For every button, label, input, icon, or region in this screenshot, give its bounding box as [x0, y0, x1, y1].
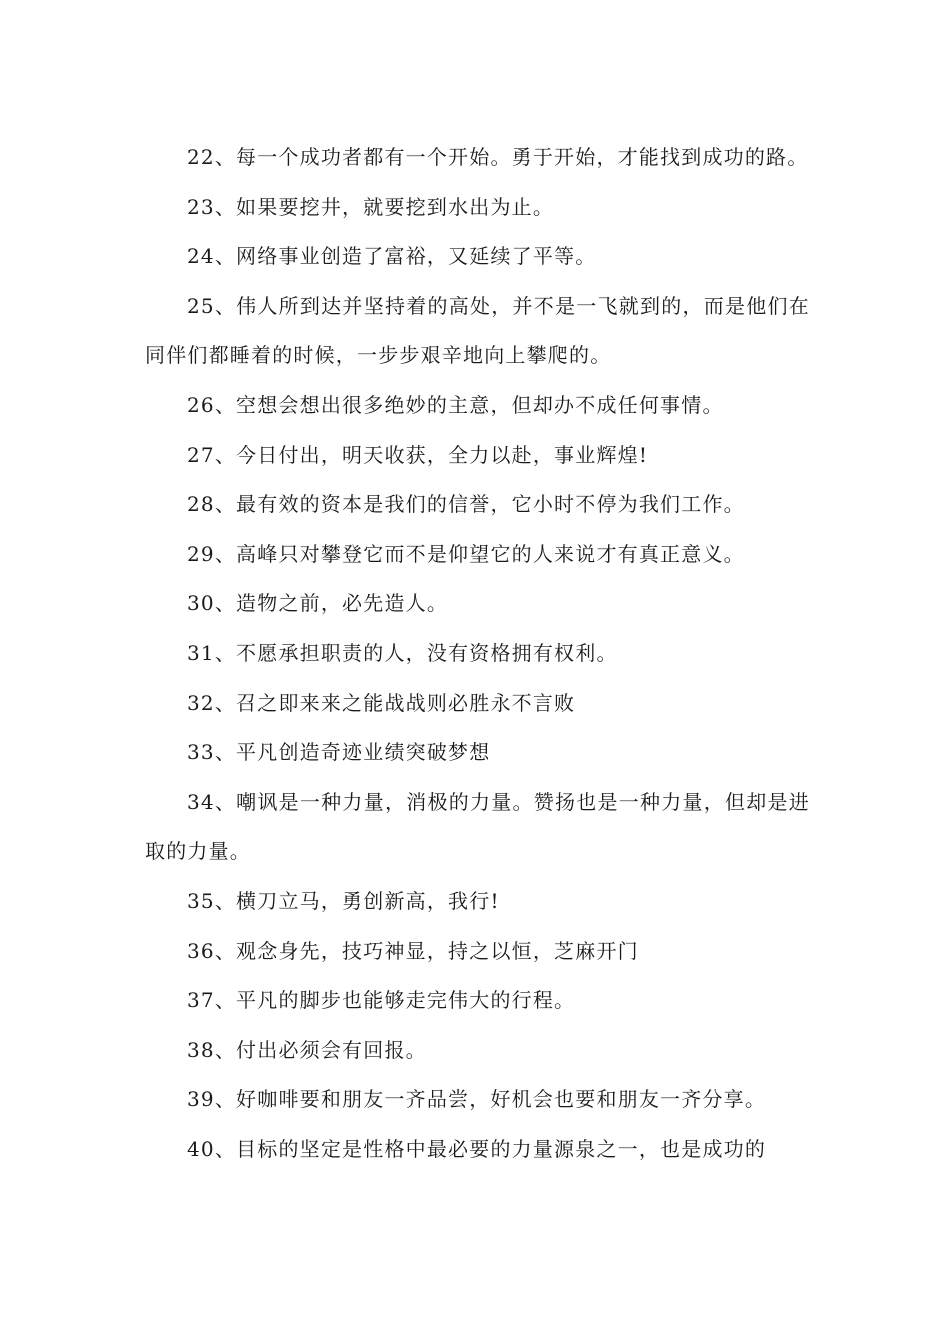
- paragraph-29: 29、高峰只对攀登它而不是仰望它的人来说才有真正意义。: [187, 541, 745, 566]
- paragraph-31: 31、不愿承担职责的人，没有资格拥有权利。: [187, 640, 618, 665]
- paragraph-22: 22、每一个成功者都有一个开始。勇于开始，才能找到成功的路。: [187, 145, 809, 169]
- paragraph-37: 37、平凡的脚步也能够走完伟大的行程。: [187, 988, 576, 1013]
- paragraph-40: 40、目标的坚定是性格中最必要的力量源泉之一，也是成功的: [187, 1136, 767, 1161]
- paragraph-30: 30、造物之前，必先造人。: [187, 591, 449, 616]
- paragraph-28: 28、最有效的资本是我们的信誉，它小时不停为我们工作。: [187, 492, 745, 517]
- paragraph-32: 32、召之即来来之能战战则必胜永不言败: [187, 690, 576, 715]
- paragraph-25: 25、伟人所到达并坚持着的高处，并不是一飞就到的，而是他们在同伴们都睡着的时候，一步步艰辛地向上攀爬的。: [145, 293, 810, 368]
- paragraph-39: 39、好咖啡要和朋友一齐品尝，好机会也要和朋友一齐分享。: [187, 1087, 767, 1112]
- paragraph-38: 38、付出必须会有回报。: [187, 1037, 427, 1062]
- paragraph-33: 33、平凡创造奇迹业绩突破梦想: [187, 740, 491, 765]
- paragraph-26: 26、空想会想出很多绝妙的主意，但却办不成任何事情。: [187, 392, 724, 417]
- paragraph-34: 34、嘲讽是一种力量，消极的力量。赞扬也是一种力量，但却是进取的力量。: [145, 789, 810, 864]
- paragraph-27: 27、今日付出，明天收获，全力以赴，事业辉煌!: [187, 442, 649, 467]
- paragraph-23: 23、如果要挖井，就要挖到水出为止。: [187, 194, 555, 219]
- paragraph-35: 35、横刀立马，勇创新高，我行!: [187, 888, 500, 913]
- paragraph-24: 24、网络事业创造了富裕，又延续了平等。: [187, 244, 597, 269]
- document-body: [145, 133, 810, 1174]
- paragraph-36: 36、观念身先，技巧神显，持之以恒，芝麻开门: [187, 938, 639, 963]
